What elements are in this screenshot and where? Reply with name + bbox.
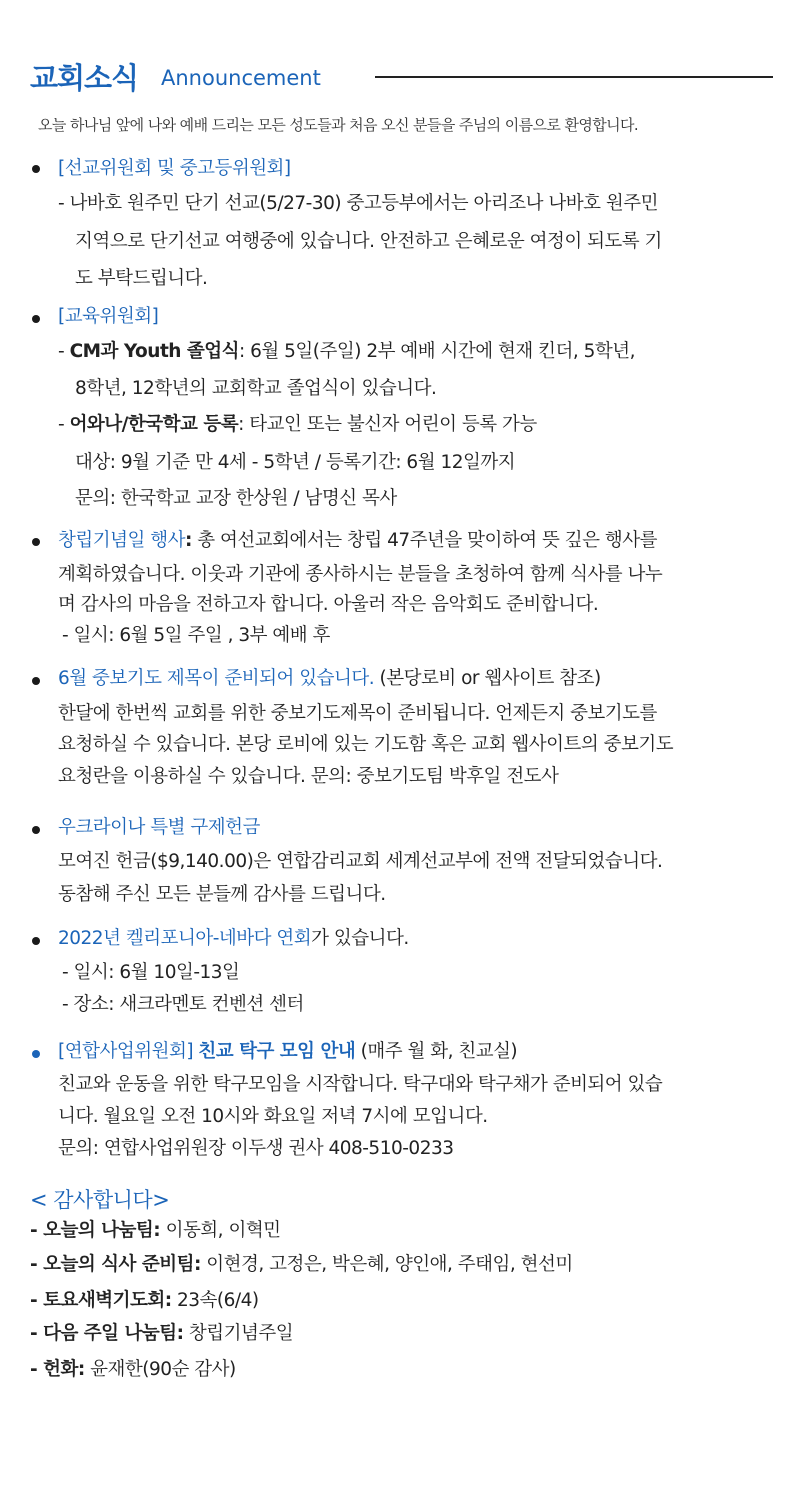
anniversary-colon: : [184,530,192,551]
thanks-item-value: 이현경, 고정은, 박은혜, 양인애, 주태임, 현선미 [200,1254,573,1275]
bullet-icon [32,1050,40,1058]
education-item-2 [58,416,537,435]
thanks-item-value: 이동희, 이혁민 [160,1220,281,1241]
header-divider [375,76,773,78]
education-item-1 [58,343,635,362]
prayer-heading: 6월 중보기도 제목이 준비되어 있습니다. [58,668,375,689]
pingpong-line-1 [58,1043,517,1062]
thanks-item [30,1361,236,1380]
thanks-item-label: - 오늘의 식사 준비팀: [30,1254,201,1275]
thanks-item-value: 23속(6/4) [171,1290,259,1311]
anniversary-line-3: 며 감사의 마음을 전하고자 합니다. 아울러 작은 음악회도 준비합니다. [58,594,599,615]
thanks-item [30,1222,281,1241]
education-item-1-label: CM과 Youth 졸업식 [69,341,240,362]
thanks-item-label: - 토요새벽기도회: [30,1290,172,1311]
conference-line-1 [58,930,409,949]
thanks-item-value: 창립기념주일 [183,1323,294,1344]
bullet-icon [32,937,40,945]
dash: - [58,414,70,435]
prayer-line-3: 요청하실 수 있습니다. 본당 로비에 있는 기도함 혹은 교회 웹사이트의 중보기도 [58,734,674,755]
thanks-item-label: - 오늘의 나눔팀: [30,1220,161,1241]
pingpong-prefix: [연합사업위원회] [58,1041,199,1062]
thanks-item-label: - 다음 주일 나눔팀: [30,1323,184,1344]
mission-line-3: 도 부탁드립니다. [75,268,208,289]
conference-heading: 2022년 켈리포니아-네바다 연회 [58,928,312,949]
ukraine-heading: 우크라이나 특별 구제헌금 [58,817,260,838]
thanks-item-label: - 헌화: [30,1359,85,1380]
anniversary-heading: 창립기념일 행사 [58,530,185,551]
conference-line-2: - 일시: 6월 10일-13일 [62,962,240,983]
conference-line-3: - 장소: 새크라멘토 컨벤션 센터 [62,994,304,1015]
anniversary-text: 총 여선교회에서는 창립 47주년을 맞이하여 뜻 깊은 행사를 [191,530,658,551]
mission-line-1: - 나바호 원주민 단기 선교(5/27-30) 중고등부에서는 아리조나 나바호 원주민 [58,193,658,214]
welcome-message: 오늘 하나님 앞에 나와 예배 드리는 모든 성도들과 처음 오신 분들을 주님의 이름으로 환영합니다. [38,116,639,134]
pingpong-line-4: 문의: 연합사업위원장 이두생 권사 408-510-0233 [58,1138,454,1159]
pingpong-note: (매주 월 화, 친교실) [355,1041,518,1062]
ukraine-line-2: 모여진 헌금($9,140.00)은 연합감리교회 세계선교부에 전액 전달되었습니다. [58,851,663,872]
prayer-line-4: 요청란을 이용하실 수 있습니다. 문의: 중보기도팀 박후일 전도사 [58,766,559,787]
page-subtitle: Announcement [161,66,321,90]
education-heading: [교육위원회] [58,306,159,327]
prayer-line-2: 한달에 한번씩 교회를 위한 중보기도제목이 준비됩니다. 언제든지 중보기도를 [58,703,657,724]
anniversary-line-4: - 일시: 6월 5일 주일 , 3부 예배 후 [62,625,330,646]
pingpong-line-3: 니다. 월요일 오전 10시와 화요일 저녁 7시에 모입니다. [58,1106,488,1127]
bullet-icon [32,165,40,173]
mission-line-2: 지역으로 단기선교 여행중에 있습니다. 안전하고 은혜로운 여정이 되도록 기 [75,231,662,252]
pingpong-line-2: 친교와 운동을 위한 탁구모임을 시작합니다. 탁구대와 탁구채가 준비되어 있습 [58,1074,663,1095]
education-item-2-text: : 타교인 또는 불신자 어린이 등록 가능 [238,414,537,435]
announcement-header [30,56,775,96]
thanks-item [30,1325,293,1344]
bullet-icon [32,315,40,323]
thanks-item [30,1292,259,1311]
conference-suffix: 가 있습니다. [311,928,409,949]
bullet-icon [32,538,40,546]
education-item-2-line-3: 문의: 한국학교 교장 한상원 / 남명신 목사 [75,488,397,509]
anniversary-line-2: 계획하였습니다. 이웃과 기관에 종사하시는 분들을 초청하여 함께 식사를 나누 [58,564,663,585]
thanks-title: < 감사합니다> [30,1188,170,1212]
education-item-1-line-2: 8학년, 12학년의 교회학교 졸업식이 있습니다. [75,378,437,399]
prayer-note: (본당로비 or 웹사이트 참조) [374,668,601,689]
education-item-2-line-2: 대상: 9월 기준 만 4세 - 5학년 / 등록기간: 6월 12일까지 [75,452,516,473]
education-item-1-text: : 6월 5일(주일) 2부 예배 시간에 현재 킨더, 5학년, [239,341,636,362]
dash: - [58,341,70,362]
pingpong-heading: 친교 탁구 모임 안내 [198,1041,356,1062]
ukraine-line-3: 동참해 주신 모든 분들께 감사를 드립니다. [58,884,386,905]
mission-heading: [선교위원회 및 중고등위원회] [58,158,291,179]
education-item-2-label: 어와나/한국학교 등록 [69,414,239,435]
thanks-item [30,1256,573,1275]
page-title: 교회소식 [30,61,139,95]
bullet-icon [32,826,40,834]
bullet-icon [32,677,40,685]
anniversary-line-1 [58,532,657,551]
thanks-item-value: 윤재한(90순 감사) [84,1359,236,1380]
prayer-line-1 [58,670,601,689]
